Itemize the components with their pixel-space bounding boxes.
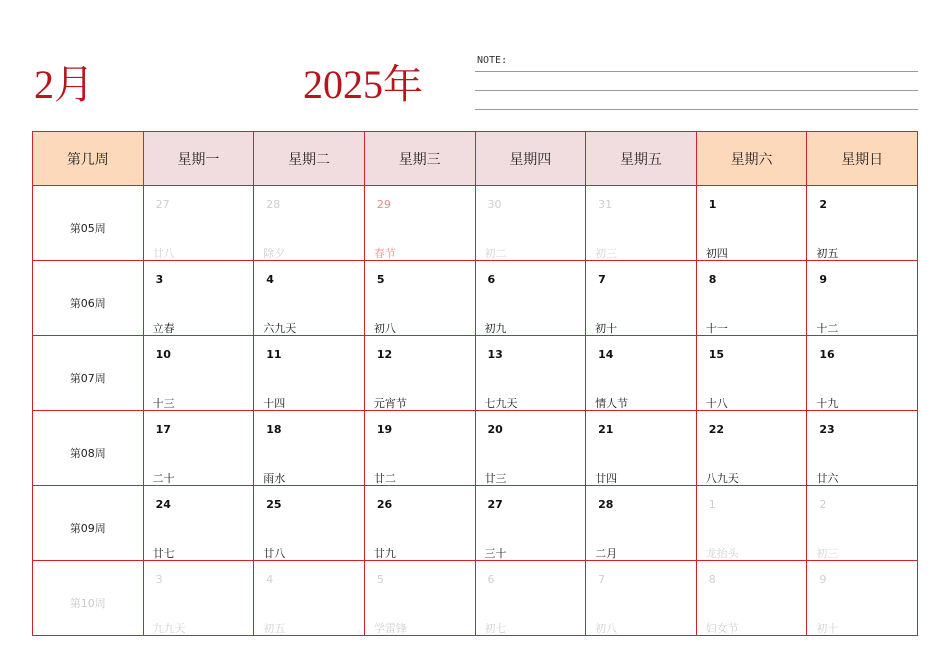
lunar-date-label: 二十 [152, 472, 175, 485]
month-title: 2月 [34, 62, 94, 107]
day-cell[interactable] [364, 186, 475, 261]
day-cell[interactable] [807, 186, 918, 261]
lunar-date-label: 初八 [595, 622, 618, 635]
year-title: 2025年 [303, 62, 423, 107]
week-number-cell [33, 186, 144, 261]
lunar-date-label: 初九 [484, 322, 507, 335]
day-cell[interactable] [807, 411, 918, 486]
lunar-date-label: 十三 [152, 397, 175, 410]
day-number: 6 [487, 573, 495, 586]
lunar-date-label: 初八 [373, 322, 396, 335]
day-number: 24 [155, 498, 171, 511]
day-cell[interactable] [475, 261, 586, 336]
day-cell[interactable] [696, 336, 807, 411]
week-row [33, 186, 918, 261]
day-cell[interactable] [475, 411, 586, 486]
day-cell[interactable] [696, 486, 807, 561]
day-cell[interactable] [586, 186, 697, 261]
day-cell[interactable] [254, 486, 365, 561]
lunar-date-label: 十四 [263, 397, 286, 410]
day-number: 3 [155, 573, 163, 586]
day-cell[interactable] [807, 336, 918, 411]
note-line [475, 71, 918, 72]
week-row [33, 486, 918, 561]
day-cell[interactable] [254, 411, 365, 486]
lunar-date-label: 初五 [816, 247, 839, 260]
lunar-date-label: 廿四 [595, 472, 618, 485]
day-number: 7 [598, 273, 606, 286]
week-number-cell [33, 336, 144, 411]
week-number-label: 第10周 [69, 597, 106, 610]
week-column-header: 第几周 [33, 132, 144, 186]
week-row [33, 561, 918, 636]
day-number: 4 [266, 573, 274, 586]
day-number: 5 [376, 573, 384, 586]
lunar-date-label: 廿八 [263, 547, 286, 560]
lunar-date-label: 十一 [705, 322, 728, 335]
day-cell[interactable] [586, 561, 697, 636]
lunar-date-label: 廿七 [152, 547, 175, 560]
week-number-cell [33, 411, 144, 486]
day-number: 8 [708, 573, 716, 586]
day-number: 31 [598, 198, 613, 211]
day-number: 16 [819, 348, 835, 361]
note-line [475, 109, 918, 110]
day-number: 28 [598, 498, 614, 511]
day-number: 25 [266, 498, 282, 511]
day-number: 28 [266, 198, 281, 211]
lunar-date-label: 廿三 [484, 472, 507, 485]
lunar-date-label: 十八 [705, 397, 728, 410]
lunar-date-label: 初十 [595, 322, 618, 335]
lunar-date-label: 廿二 [373, 472, 396, 485]
day-number: 2 [819, 198, 828, 211]
day-cell[interactable] [807, 486, 918, 561]
lunar-date-label: 初三 [816, 547, 839, 560]
day-cell[interactable] [586, 336, 697, 411]
lunar-date-label: 七九天 [484, 397, 518, 410]
day-cell[interactable] [254, 186, 365, 261]
lunar-date-label: 十二 [816, 322, 839, 335]
day-number: 4 [266, 273, 274, 286]
week-number-label: 第08周 [69, 447, 106, 460]
day-cell[interactable] [364, 486, 475, 561]
day-number: 15 [708, 348, 725, 361]
lunar-date-label: 初五 [263, 622, 286, 635]
lunar-date-label: 元宵节 [373, 397, 407, 410]
day-cell[interactable] [586, 486, 697, 561]
day-number: 1 [708, 498, 716, 511]
day-cell[interactable] [254, 561, 365, 636]
note-area [475, 54, 918, 112]
day-cell[interactable] [807, 261, 918, 336]
day-cell[interactable] [364, 561, 475, 636]
lunar-date-label: 二月 [595, 547, 618, 560]
day-number: 12 [376, 348, 393, 361]
day-cell[interactable] [143, 336, 254, 411]
lunar-date-label: 初七 [484, 622, 507, 635]
day-number: 13 [487, 348, 503, 361]
day-cell[interactable] [807, 561, 918, 636]
day-number: 26 [376, 498, 393, 511]
day-number: 11 [266, 348, 282, 361]
weekend-header: 星期日 [807, 132, 918, 186]
lunar-date-label: 学雷锋 [373, 622, 407, 635]
day-cell[interactable] [143, 261, 254, 336]
day-number: 7 [598, 573, 606, 586]
lunar-date-label: 廿六 [816, 472, 839, 485]
week-number-cell [33, 261, 144, 336]
day-number: 6 [487, 273, 496, 286]
day-number: 21 [598, 423, 614, 436]
calendar-header-row [33, 132, 918, 186]
lunar-date-label: 九九天 [152, 622, 186, 635]
day-number: 10 [155, 348, 171, 361]
week-row [33, 411, 918, 486]
lunar-date-label: 春节 [373, 247, 396, 260]
lunar-date-label: 雨水 [263, 472, 286, 485]
day-number: 27 [487, 498, 503, 511]
lunar-date-label: 龙抬头 [705, 547, 739, 560]
lunar-date-label: 八九天 [705, 472, 739, 485]
week-number-label: 第06周 [69, 297, 106, 310]
week-number-label: 第05周 [69, 222, 106, 235]
day-cell[interactable] [696, 186, 807, 261]
week-row [33, 336, 918, 411]
day-number: 23 [819, 423, 835, 436]
day-number: 5 [376, 273, 385, 286]
day-number: 17 [155, 423, 171, 436]
weekday-header: 星期四 [475, 132, 586, 186]
day-number: 1 [708, 198, 717, 211]
lunar-date-label: 初十 [816, 622, 839, 635]
lunar-date-label: 三十 [484, 547, 507, 560]
day-cell[interactable] [586, 411, 697, 486]
lunar-date-label: 廿九 [373, 547, 396, 560]
day-cell[interactable] [364, 336, 475, 411]
week-number-label: 第07周 [69, 372, 106, 385]
day-cell[interactable] [364, 411, 475, 486]
lunar-date-label: 情人节 [595, 397, 629, 410]
day-cell[interactable] [475, 561, 586, 636]
day-cell[interactable] [475, 336, 586, 411]
day-number: 2 [819, 498, 827, 511]
lunar-date-label: 妇女节 [705, 622, 739, 635]
day-cell[interactable] [143, 486, 254, 561]
week-row [33, 261, 918, 336]
lunar-date-label: 初四 [705, 247, 728, 260]
day-cell[interactable] [696, 261, 807, 336]
lunar-date-label: 十九 [816, 397, 839, 410]
day-number: 8 [708, 273, 717, 286]
day-number: 9 [819, 273, 828, 286]
note-label: NOTE: [477, 55, 508, 66]
weekday-header: 星期二 [254, 132, 365, 186]
lunar-date-label: 除夕 [263, 247, 286, 260]
day-cell[interactable] [586, 261, 697, 336]
day-number: 29 [376, 198, 391, 211]
day-number: 20 [487, 423, 503, 436]
day-number: 18 [266, 423, 282, 436]
day-number: 3 [155, 273, 164, 286]
weekday-header: 星期一 [143, 132, 254, 186]
day-cell[interactable] [254, 261, 365, 336]
day-number: 9 [819, 573, 827, 586]
day-cell[interactable] [143, 411, 254, 486]
day-cell[interactable] [696, 411, 807, 486]
week-number-cell [33, 561, 144, 636]
lunar-date-label: 六九天 [263, 322, 297, 335]
day-cell[interactable] [143, 561, 254, 636]
week-number-cell [33, 486, 144, 561]
note-line [475, 90, 918, 91]
day-cell[interactable] [696, 561, 807, 636]
day-number: 30 [487, 198, 502, 211]
day-number: 27 [155, 198, 170, 211]
day-cell[interactable] [254, 336, 365, 411]
day-cell[interactable] [143, 186, 254, 261]
lunar-date-label: 初三 [595, 247, 618, 260]
weekend-header: 星期六 [696, 132, 807, 186]
week-number-label: 第09周 [69, 522, 106, 535]
weekday-header: 星期三 [364, 132, 475, 186]
day-number: 14 [598, 348, 614, 361]
day-number: 19 [376, 423, 393, 436]
lunar-date-label: 初二 [484, 247, 507, 260]
day-number: 22 [708, 423, 725, 436]
day-cell[interactable] [364, 261, 475, 336]
day-cell[interactable] [475, 486, 586, 561]
lunar-date-label: 立春 [152, 322, 175, 335]
weekday-header: 星期五 [586, 132, 697, 186]
day-cell[interactable] [475, 186, 586, 261]
lunar-date-label: 廿八 [152, 247, 175, 260]
calendar-grid [32, 131, 918, 636]
